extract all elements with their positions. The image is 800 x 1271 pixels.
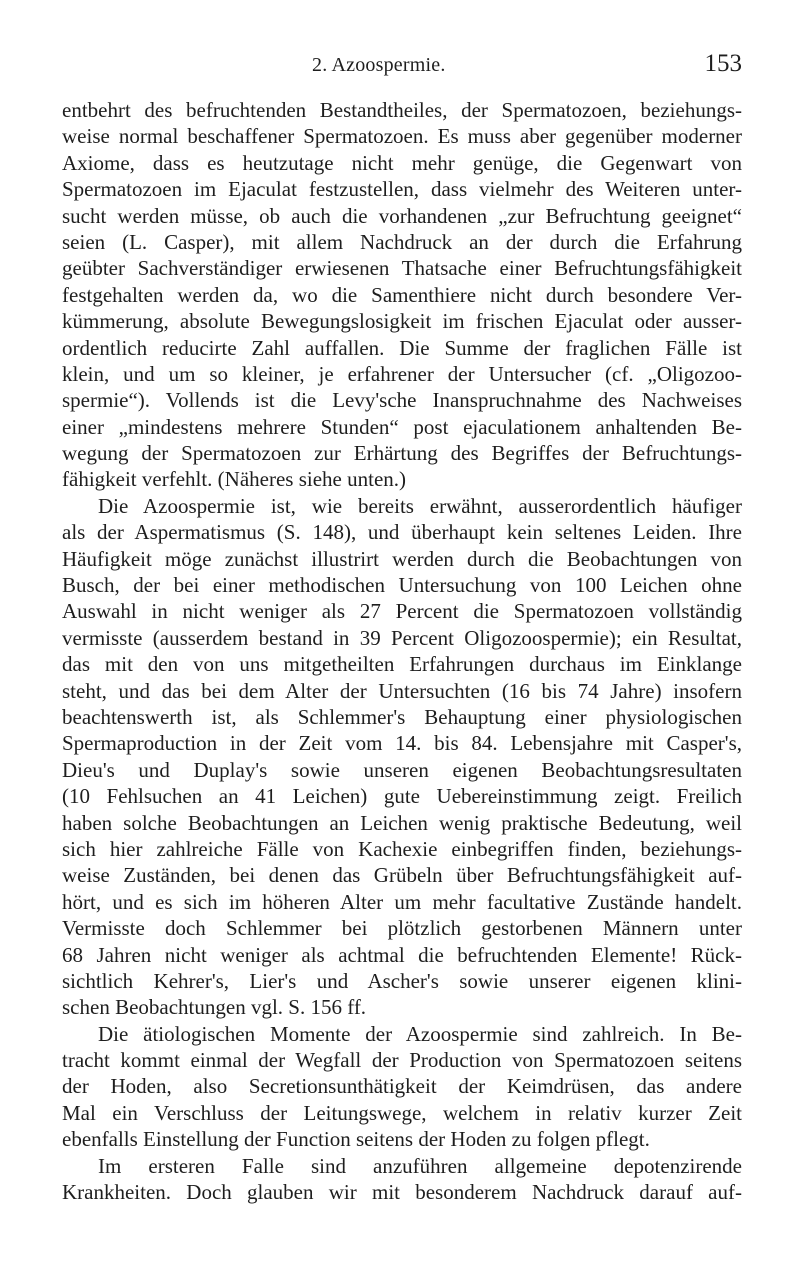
text-line: Axiome, dass es heutzutage nicht mehr genüge, die Gegenwart von — [62, 150, 742, 175]
text-line: Spermatozoen im Ejaculat festzustellen, dass vielmehr des Weiteren unter- — [62, 177, 742, 202]
text-line: sucht werden müsse, ob auch die vorhandenen „zur Befruchtung geeignet“ — [62, 203, 742, 228]
text-line: einer „mindestens mehrere Stunden“ post ejaculationem anhaltenden Be- — [62, 414, 742, 439]
text-line: Auswahl in nicht weniger als 27 Percent die Spermatozoen vollständig — [62, 599, 742, 624]
body-text — [62, 97, 742, 1205]
text-line: Die Azoospermie ist, wie bereits erwähnt, ausserordentlich häufiger — [98, 493, 742, 518]
text-line: tracht kommt einmal der Wegfall der Production von Spermatozoen seitens — [62, 1048, 742, 1073]
text-line: sichtlich Kehrer's, Lier's und Ascher's sowie unserer eigenen klini- — [62, 968, 742, 993]
text-line: das mit den von uns mitgetheilten Erfahrungen durchaus im Einklange — [62, 652, 742, 677]
text-line: wegung der Spermatozoen zur Erhärtung des Begriffes der Befruchtungs- — [62, 441, 742, 466]
text-line: (10 Fehlsuchen an 41 Leichen) gute Uebereinstimmung zeigt. Freilich — [62, 784, 742, 809]
text-line: weise Zuständen, bei denen das Grübeln über Befruchtungsfähigkeit auf- — [62, 863, 742, 888]
text-line: vermisste (ausserdem bestand in 39 Percent Oligozoospermie); ein Resultat, — [62, 625, 742, 650]
text-line: festgehalten werden da, wo die Samenthiere nicht durch besondere Ver- — [62, 282, 742, 307]
page-header — [62, 50, 742, 80]
text-line: Dieu's und Duplay's sowie unseren eigenen Beobachtungsresultaten — [62, 757, 742, 782]
text-line: seien (L. Casper), mit allem Nachdruck an der durch die Erfahrung — [62, 229, 742, 254]
text-line: Vermisste doch Schlemmer bei plötzlich gestorbenen Männern unter — [62, 916, 742, 941]
text-line: Krankheiten. Doch glauben wir mit besonderem Nachdruck darauf auf- — [62, 1180, 742, 1205]
text-line: Im ersteren Falle sind anzuführen allgemeine depotenzirende — [98, 1153, 742, 1178]
text-line: haben solche Beobachtungen an Leichen wenig praktische Bedeutung, weil — [62, 810, 742, 835]
text-line: hört, und es sich im höheren Alter um mehr facultative Zustände handelt. — [62, 889, 742, 914]
text-line: steht, und das bei dem Alter der Untersuchten (16 bis 74 Jahre) insofern — [62, 678, 742, 703]
text-line: kümmerung, absolute Bewegungslosigkeit im frischen Ejaculat oder ausser- — [62, 309, 742, 334]
text-line: als der Aspermatismus (S. 148), und überhaupt kein seltenes Leiden. Ihre — [62, 520, 742, 545]
text-line: fähigkeit verfehlt. (Näheres siehe unten.) — [62, 467, 407, 492]
running-title: 2. Azoospermie. — [312, 54, 446, 76]
text-line: weise normal beschaffener Spermatozoen. Es muss aber gegenüber moderner — [62, 124, 742, 149]
page-number: 153 — [704, 50, 742, 77]
text-line: sich hier zahlreiche Fälle von Kachexie einbegriffen finden, beziehungs- — [62, 836, 742, 861]
text-line: geübter Sachverständiger erwiesenen Thatsache einer Befruchtungsfähigkeit — [62, 256, 742, 281]
text-line: ordentlich reducirte Zahl auffallen. Die Summe der fraglichen Fälle ist — [62, 335, 742, 360]
text-line: beachtenswerth ist, als Schlemmer's Behauptung einer physiologischen — [62, 704, 742, 729]
text-line: schen Beobachtungen vgl. S. 156 ff. — [62, 995, 367, 1020]
text-line: entbehrt des befruchtenden Bestandtheiles, der Spermatozoen, beziehungs- — [62, 98, 742, 122]
text-line: 68 Jahren nicht weniger als achtmal die befruchtenden Elemente! Rück- — [62, 942, 742, 967]
text-line: Mal ein Verschluss der Leitungswege, welchem in relativ kurzer Zeit — [62, 1100, 742, 1125]
text-line: klein, und um so kleiner, je erfahrener der Untersucher (cf. „Oligozoo- — [62, 361, 742, 386]
text-line: Die ätiologischen Momente der Azoospermie sind zahlreich. In Be- — [98, 1021, 742, 1046]
text-line: Spermaproduction in der Zeit vom 14. bis 84. Lebensjahre mit Casper's, — [62, 731, 742, 756]
text-line: spermie“). Vollends ist die Levy'sche Inanspruchnahme des Nachweises — [62, 388, 742, 413]
text-line: Busch, der bei einer methodischen Untersuchung von 100 Leichen ohne — [62, 573, 742, 598]
text-line: Häufigkeit möge zunächst illustrirt werden durch die Beobachtungen von — [62, 546, 742, 571]
text-line: ebenfalls Einstellung der Function seitens der Hoden zu folgen pflegt. — [62, 1127, 650, 1152]
text-line: der Hoden, also Secretionsunthätigkeit der Keimdrüsen, das andere — [62, 1074, 742, 1099]
